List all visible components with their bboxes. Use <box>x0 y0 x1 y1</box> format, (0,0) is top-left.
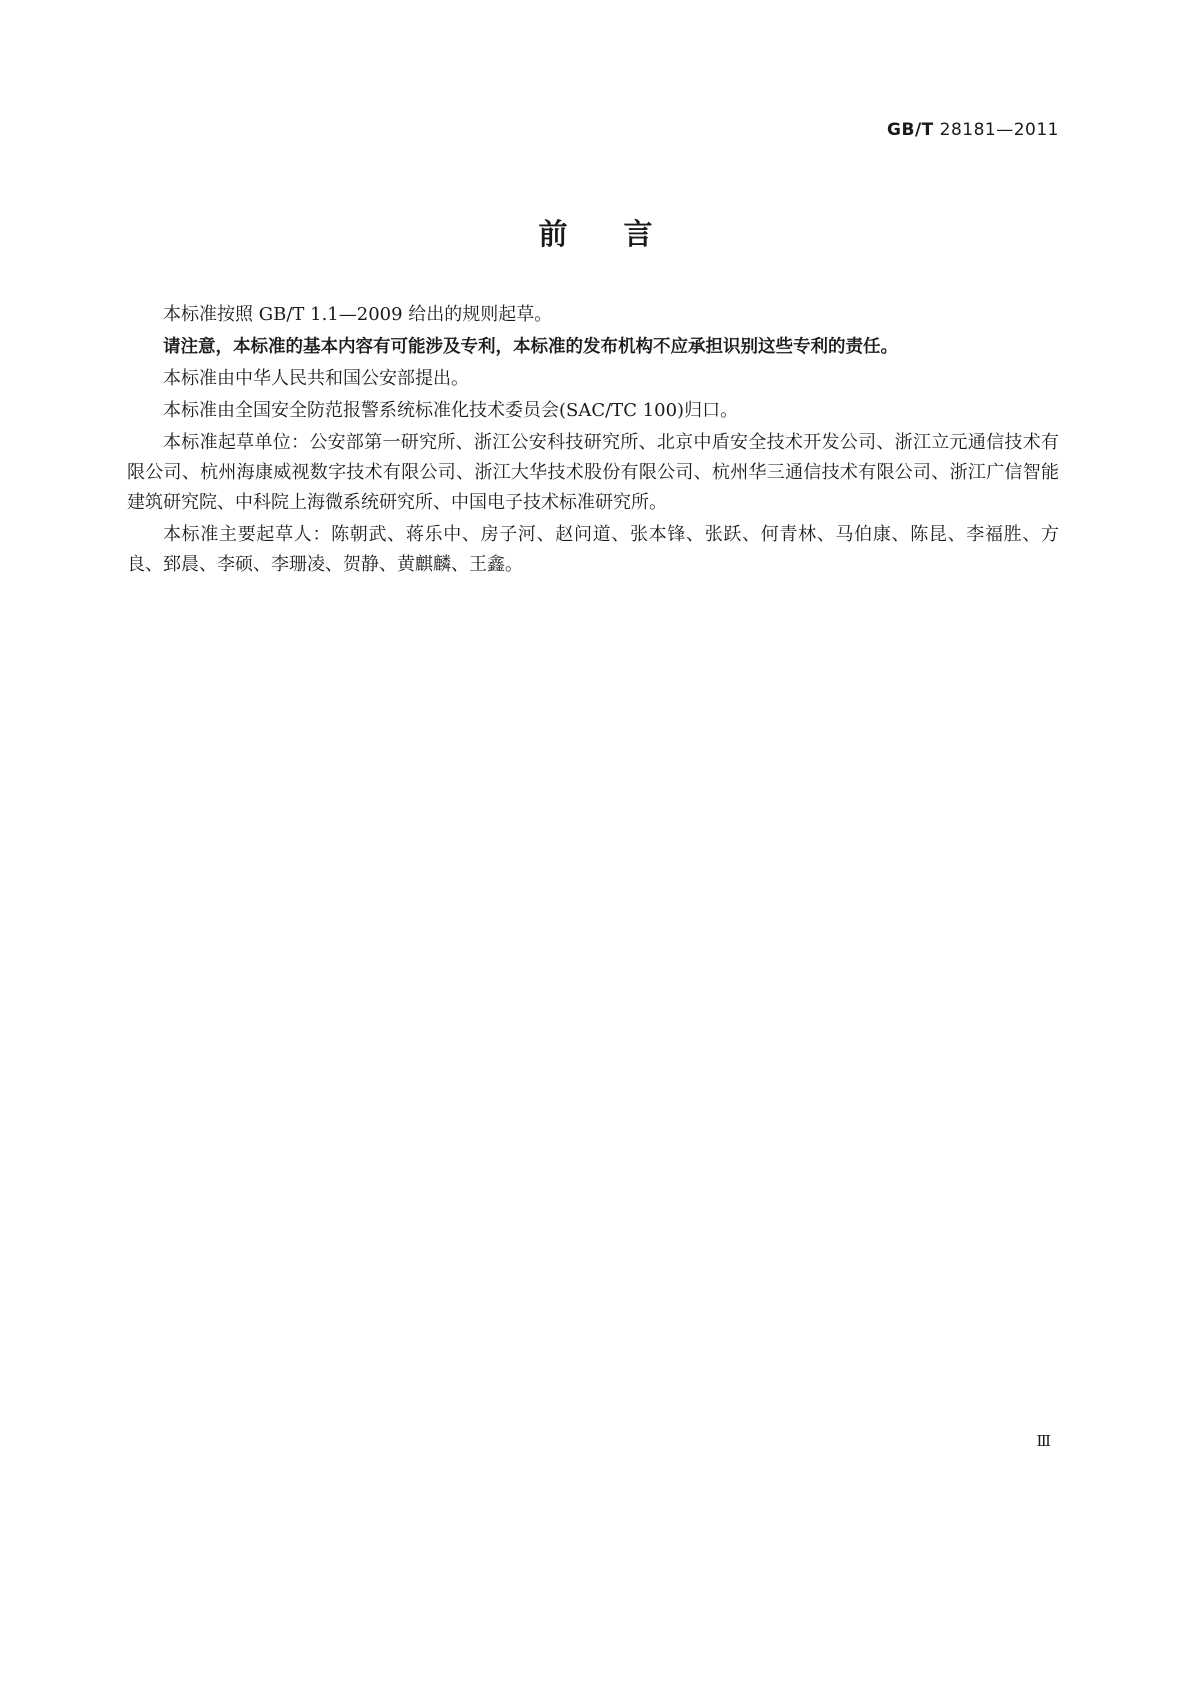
standard-code-number: 28181—2011 <box>933 120 1059 140</box>
paragraph-drafting-rules: 本标准按照 GB/T 1.1—2009 给出的规则起草。 <box>163 304 553 325</box>
paragraph-drafters: 本标准主要起草人：陈朝武、蒋乐中、房子河、赵问道、张本锋、张跃、何青林、马伯康、陈昆、李福胜、方良、郅晨、李硕、李珊凌、贺静、黄麒麟、王鑫。 <box>127 524 1059 575</box>
standard-code-prefix: GB/T <box>887 120 934 140</box>
paragraph-committee: 本标准由全国安全防范报警系统标准化技术委员会(SAC/TC 100)归口。 <box>163 400 739 421</box>
paragraph-drafting-units: 本标准起草单位：公安部第一研究所、浙江公安科技研究所、北京中盾安全技术开发公司、浙江立元通信技术有限公司、杭州海康威视数字技术有限公司、浙江大华技术股份有限公司、杭州华三通信技术有限公司、浙江广信智能建筑研究院、中科院上海微系统研究所、中国电子技术标准研究所。 <box>127 432 1059 513</box>
foreword-body <box>127 300 1059 582</box>
standard-code-header <box>887 120 1059 140</box>
page-number: Ⅲ <box>1036 1432 1051 1450</box>
page-title: 前言 <box>538 217 709 251</box>
paragraph-proposer: 本标准由中华人民共和国公安部提出。 <box>163 368 469 389</box>
paragraph-patent-notice: 请注意，本标准的基本内容有可能涉及专利，本标准的发布机构不应承担识别这些专利的责任。 <box>163 337 898 357</box>
